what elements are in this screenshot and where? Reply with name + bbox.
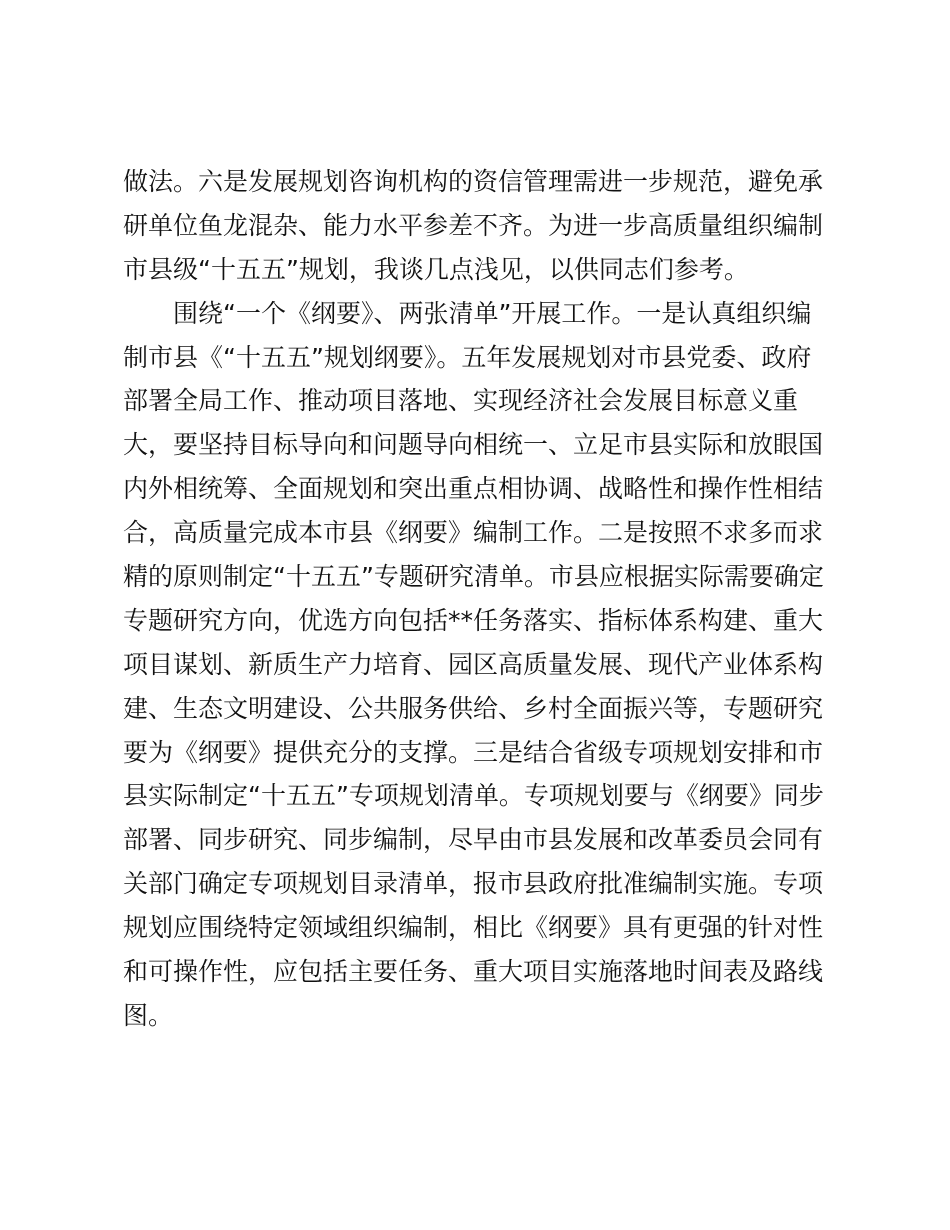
text-line: 内外相统筹、全面规划和突出重点相协调、战略性和操作性相结 [123,474,824,504]
text-line: 要为《纲要》提供充分的支撑。三是结合省级专项规划安排和市 [123,737,824,767]
text-line: 规划应围绕特定领域组织编制，相比《纲要》具有更强的针对性 [123,913,824,943]
text-line: 大，要坚持目标导向和问题导向相统一、立足市县实际和放眼国 [123,430,824,460]
text-line: 部署、同步研究、同步编制，尽早由市县发展和改革委员会同有 [123,825,824,855]
text-line: 和可操作性，应包括主要任务、重大项目实施落地时间表及路线 [123,957,824,987]
text-line: 合，高质量完成本市县《纲要》编制工作。二是按照不求多而求 [123,518,824,548]
text-line: 制市县《“十五五”规划纲要》。五年发展规划对市县党委、政府 [123,342,812,372]
text-line: 县实际制定“十五五”专项规划清单。专项规划要与《纲要》同步 [123,781,824,811]
text-line: 专题研究方向，优选方向包括**任务落实、指标体系构建、重大 [123,605,824,635]
paragraph-first-line: 围绕“一个《纲要》、两张清单”开展工作。一是认真组织编 [173,298,812,328]
text-line: 建、生态文明建设、公共服务供给、乡村全面振兴等，专题研究 [123,693,824,723]
text-line: 项目谋划、新质生产力培育、园区高质量发展、现代产业体系构 [123,649,824,679]
document-body-text [123,160,833,1038]
text-line: 图。 [123,1000,174,1030]
text-line: 做法。六是发展规划咨询机构的资信管理需进一步规范，避免承 [123,167,824,196]
text-line: 部署全局工作、推动项目落地、实现经济社会发展目标意义重 [123,386,799,416]
text-line: 关部门确定专项规划目录清单，报市县政府批准编制实施。专项 [123,869,824,899]
text-line: 研单位鱼龙混杂、能力水平参差不齐。为进一步高质量组织编制 [123,210,824,240]
text-line: 精的原则制定“十五五”专题研究清单。市县应根据实际需要确定 [123,562,824,592]
text-line: 市县级“十五五”规划，我谈几点浅见，以供同志们参考。 [123,254,749,284]
